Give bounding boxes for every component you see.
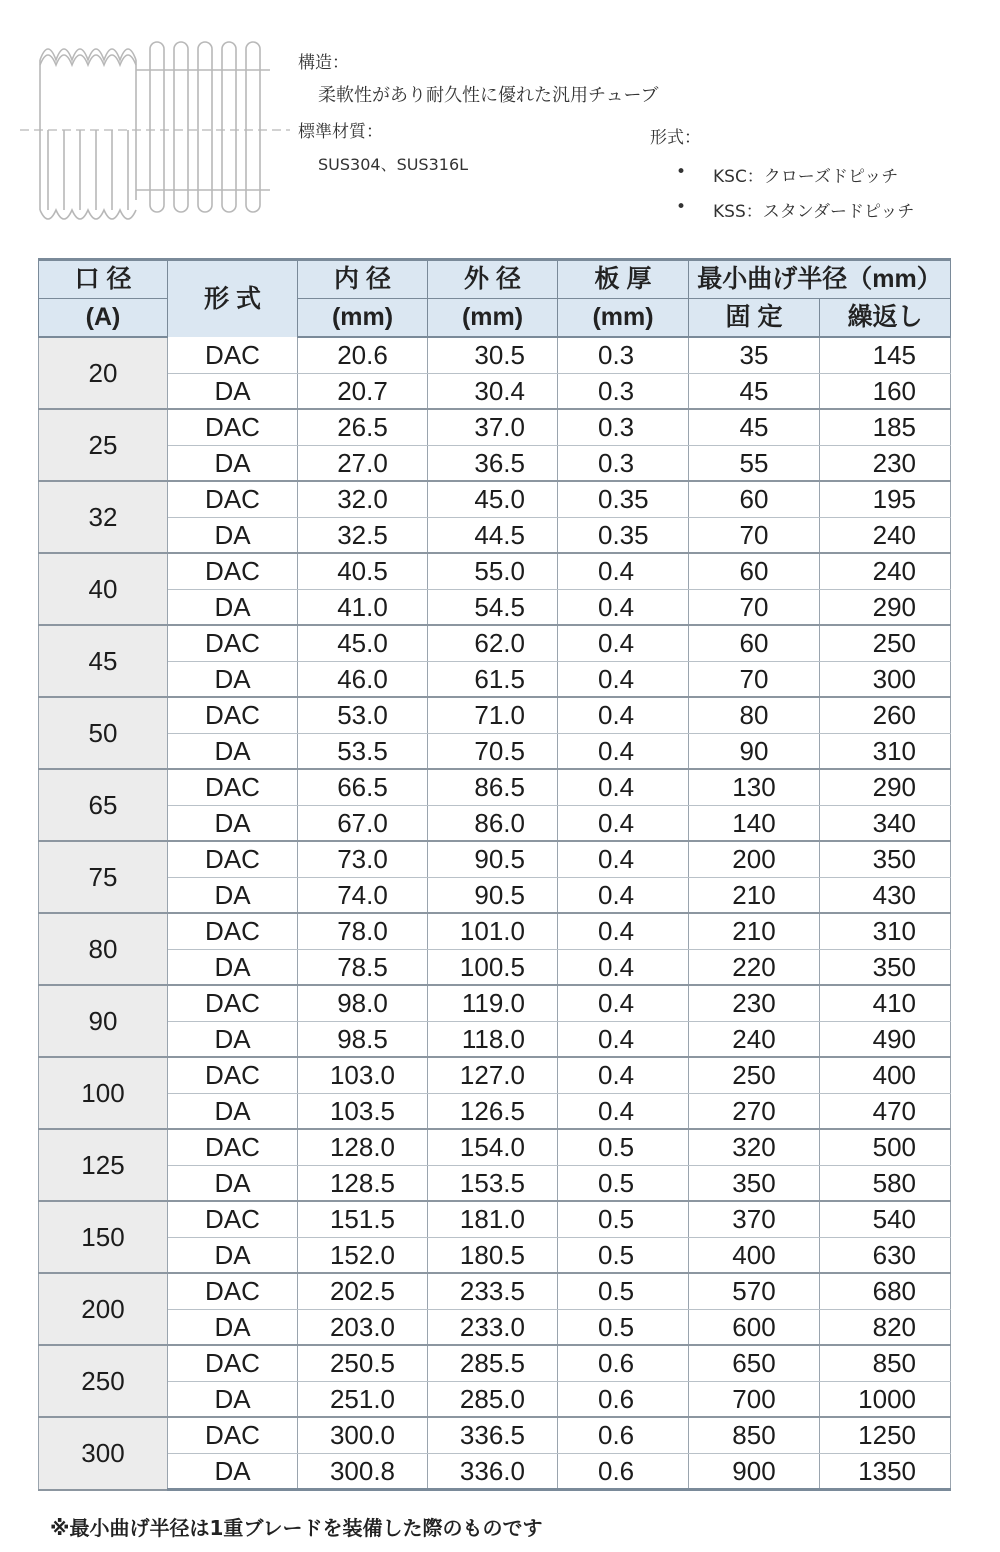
cell-inner: 41.0	[298, 589, 428, 625]
cell-outer: 55.0	[428, 553, 558, 589]
cell-size: 45	[39, 625, 168, 697]
header-thickness: 板 厚	[558, 260, 689, 299]
cell-outer: 45.0	[428, 481, 558, 517]
cell-fixed: 220	[689, 949, 820, 985]
cell-model: DAC	[168, 1201, 298, 1237]
material-label: 標準材質：	[298, 122, 383, 142]
cell-thickness: 0.4	[558, 625, 689, 661]
cell-outer: 100.5	[428, 949, 558, 985]
cell-thickness: 0.5	[558, 1309, 689, 1345]
cell-outer: 86.0	[428, 805, 558, 841]
cell-repeated: 820	[820, 1309, 951, 1345]
cell-repeated: 240	[820, 553, 951, 589]
table-row	[39, 841, 951, 877]
cell-fixed: 210	[689, 913, 820, 949]
cell-model: DAC	[168, 769, 298, 805]
header-bend-radius: 最小曲げ半径（mm）	[689, 260, 951, 299]
cell-size: 65	[39, 769, 168, 841]
cell-outer: 70.5	[428, 733, 558, 769]
cell-outer: 90.5	[428, 841, 558, 877]
table-row	[39, 1021, 951, 1057]
table-row	[39, 697, 951, 733]
cell-inner: 32.0	[298, 481, 428, 517]
cell-outer: 233.5	[428, 1273, 558, 1309]
cell-model: DAC	[168, 841, 298, 877]
cell-thickness: 0.5	[558, 1129, 689, 1165]
cell-fixed: 55	[689, 445, 820, 481]
table-row	[39, 373, 951, 409]
cell-fixed: 320	[689, 1129, 820, 1165]
cell-model: DAC	[168, 1057, 298, 1093]
cell-inner: 78.0	[298, 913, 428, 949]
cell-outer: 118.0	[428, 1021, 558, 1057]
cell-thickness: 0.3	[558, 337, 689, 373]
cell-thickness: 0.35	[558, 481, 689, 517]
cell-thickness: 0.6	[558, 1417, 689, 1453]
cell-outer: 30.4	[428, 373, 558, 409]
cell-fixed: 210	[689, 877, 820, 913]
cell-fixed: 140	[689, 805, 820, 841]
structure-value: 柔軟性があり耐久性に優れた汎用チューブ	[318, 85, 659, 106]
cell-fixed: 60	[689, 553, 820, 589]
cell-repeated: 160	[820, 373, 951, 409]
cell-size: 50	[39, 697, 168, 769]
cell-repeated: 145	[820, 337, 951, 373]
cell-model: DA	[168, 1093, 298, 1129]
table-row	[39, 1201, 951, 1237]
cell-repeated: 400	[820, 1057, 951, 1093]
cell-fixed: 45	[689, 373, 820, 409]
cell-thickness: 0.35	[558, 517, 689, 553]
cell-repeated: 230	[820, 445, 951, 481]
cell-model: DA	[168, 805, 298, 841]
cell-repeated: 240	[820, 517, 951, 553]
cell-fixed: 70	[689, 517, 820, 553]
cell-model: DA	[168, 445, 298, 481]
cell-inner: 67.0	[298, 805, 428, 841]
cell-model: DA	[168, 1453, 298, 1490]
cell-outer: 37.0	[428, 409, 558, 445]
cell-size: 250	[39, 1345, 168, 1417]
table-row	[39, 1129, 951, 1165]
cell-thickness: 0.6	[558, 1381, 689, 1417]
cell-thickness: 0.4	[558, 733, 689, 769]
table-row	[39, 625, 951, 661]
cell-fixed: 240	[689, 1021, 820, 1057]
table-row	[39, 409, 951, 445]
cell-thickness: 0.4	[558, 877, 689, 913]
cell-outer: 153.5	[428, 1165, 558, 1201]
cell-repeated: 195	[820, 481, 951, 517]
table-row	[39, 337, 951, 373]
cell-inner: 98.5	[298, 1021, 428, 1057]
cell-fixed: 60	[689, 625, 820, 661]
cell-inner: 53.0	[298, 697, 428, 733]
table-row	[39, 805, 951, 841]
cell-repeated: 260	[820, 697, 951, 733]
type-label: 形式：	[650, 128, 701, 148]
cell-inner: 32.5	[298, 517, 428, 553]
cell-thickness: 0.3	[558, 373, 689, 409]
header-fixed: 固 定	[689, 299, 820, 338]
cell-model: DAC	[168, 337, 298, 373]
cell-thickness: 0.4	[558, 1093, 689, 1129]
cell-size: 300	[39, 1417, 168, 1490]
cell-repeated: 310	[820, 913, 951, 949]
cell-repeated: 850	[820, 1345, 951, 1381]
cell-size: 200	[39, 1273, 168, 1345]
cell-fixed: 600	[689, 1309, 820, 1345]
cell-thickness: 0.4	[558, 1021, 689, 1057]
header-model: 形 式	[168, 260, 298, 338]
cell-model: DA	[168, 949, 298, 985]
table-row	[39, 1309, 951, 1345]
corrugated-hose-illustration	[20, 30, 290, 225]
cell-model: DA	[168, 373, 298, 409]
cell-outer: 285.0	[428, 1381, 558, 1417]
cell-size: 125	[39, 1129, 168, 1201]
cell-thickness: 0.4	[558, 1057, 689, 1093]
cell-fixed: 80	[689, 697, 820, 733]
cell-size: 25	[39, 409, 168, 481]
cell-outer: 127.0	[428, 1057, 558, 1093]
cell-fixed: 900	[689, 1453, 820, 1490]
table-row	[39, 1237, 951, 1273]
header-inner: 内 径	[298, 260, 428, 299]
cell-outer: 54.5	[428, 589, 558, 625]
cell-model: DA	[168, 517, 298, 553]
cell-inner: 20.6	[298, 337, 428, 373]
cell-fixed: 70	[689, 661, 820, 697]
cell-fixed: 70	[689, 589, 820, 625]
table-row	[39, 445, 951, 481]
cell-model: DA	[168, 1021, 298, 1057]
cell-inner: 40.5	[298, 553, 428, 589]
cell-repeated: 1250	[820, 1417, 951, 1453]
header-size: 口 径	[39, 260, 168, 299]
cell-inner: 46.0	[298, 661, 428, 697]
cell-repeated: 290	[820, 589, 951, 625]
cell-thickness: 0.3	[558, 409, 689, 445]
cell-repeated: 430	[820, 877, 951, 913]
cell-inner: 20.7	[298, 373, 428, 409]
cell-fixed: 250	[689, 1057, 820, 1093]
cell-inner: 300.8	[298, 1453, 428, 1490]
footnote: ※最小曲げ半径は1重ブレードを装備した際のものです	[50, 1516, 543, 1540]
table-row	[39, 1057, 951, 1093]
cell-outer: 61.5	[428, 661, 558, 697]
cell-thickness: 0.5	[558, 1237, 689, 1273]
table-row	[39, 1381, 951, 1417]
cell-repeated: 410	[820, 985, 951, 1021]
cell-inner: 128.0	[298, 1129, 428, 1165]
cell-fixed: 35	[689, 337, 820, 373]
type-bullet: •	[676, 197, 687, 217]
cell-inner: 128.5	[298, 1165, 428, 1201]
cell-model: DAC	[168, 985, 298, 1021]
cell-inner: 74.0	[298, 877, 428, 913]
cell-outer: 101.0	[428, 913, 558, 949]
cell-thickness: 0.5	[558, 1165, 689, 1201]
table-row	[39, 1093, 951, 1129]
cell-model: DAC	[168, 553, 298, 589]
table-row	[39, 481, 951, 517]
cell-inner: 45.0	[298, 625, 428, 661]
header-inner-unit: (mm)	[298, 299, 428, 338]
table-row	[39, 553, 951, 589]
cell-thickness: 0.6	[558, 1453, 689, 1490]
cell-model: DAC	[168, 1273, 298, 1309]
cell-outer: 233.0	[428, 1309, 558, 1345]
cell-outer: 62.0	[428, 625, 558, 661]
cell-model: DA	[168, 1381, 298, 1417]
table-row	[39, 949, 951, 985]
cell-size: 80	[39, 913, 168, 985]
cell-inner: 250.5	[298, 1345, 428, 1381]
cell-size: 90	[39, 985, 168, 1057]
table-row	[39, 985, 951, 1021]
table-row	[39, 1273, 951, 1309]
cell-repeated: 1350	[820, 1453, 951, 1490]
material-value: SUS304、SUS316L	[318, 155, 469, 174]
cell-model: DA	[168, 1237, 298, 1273]
cell-model: DAC	[168, 625, 298, 661]
type-item-ksc: KSC：クローズドピッチ	[713, 167, 899, 187]
cell-fixed: 60	[689, 481, 820, 517]
cell-model: DA	[168, 877, 298, 913]
cell-repeated: 290	[820, 769, 951, 805]
cell-fixed: 850	[689, 1417, 820, 1453]
cell-inner: 151.5	[298, 1201, 428, 1237]
cell-outer: 181.0	[428, 1201, 558, 1237]
cell-repeated: 490	[820, 1021, 951, 1057]
header-size-unit: (A)	[39, 299, 168, 338]
cell-outer: 285.5	[428, 1345, 558, 1381]
cell-inner: 26.5	[298, 409, 428, 445]
cell-model: DAC	[168, 913, 298, 949]
cell-repeated: 1000	[820, 1381, 951, 1417]
cell-model: DAC	[168, 409, 298, 445]
cell-outer: 44.5	[428, 517, 558, 553]
table-row	[39, 661, 951, 697]
cell-fixed: 370	[689, 1201, 820, 1237]
cell-fixed: 400	[689, 1237, 820, 1273]
cell-inner: 103.5	[298, 1093, 428, 1129]
cell-thickness: 0.4	[558, 805, 689, 841]
cell-model: DA	[168, 1309, 298, 1345]
cell-repeated: 185	[820, 409, 951, 445]
type-item-kss: KSS：スタンダードピッチ	[713, 202, 915, 222]
cell-outer: 119.0	[428, 985, 558, 1021]
cell-model: DAC	[168, 1417, 298, 1453]
cell-model: DA	[168, 1165, 298, 1201]
table-row	[39, 769, 951, 805]
cell-thickness: 0.4	[558, 913, 689, 949]
cell-repeated: 630	[820, 1237, 951, 1273]
cell-repeated: 250	[820, 625, 951, 661]
cell-outer: 36.5	[428, 445, 558, 481]
cell-repeated: 340	[820, 805, 951, 841]
cell-outer: 30.5	[428, 337, 558, 373]
cell-fixed: 570	[689, 1273, 820, 1309]
cell-outer: 336.5	[428, 1417, 558, 1453]
cell-thickness: 0.4	[558, 697, 689, 733]
cell-thickness: 0.5	[558, 1201, 689, 1237]
table-row	[39, 1165, 951, 1201]
cell-size: 75	[39, 841, 168, 913]
cell-fixed: 90	[689, 733, 820, 769]
cell-size: 32	[39, 481, 168, 553]
cell-thickness: 0.4	[558, 949, 689, 985]
cell-fixed: 270	[689, 1093, 820, 1129]
cell-thickness: 0.4	[558, 841, 689, 877]
cell-repeated: 310	[820, 733, 951, 769]
header-outer: 外 径	[428, 260, 558, 299]
cell-outer: 180.5	[428, 1237, 558, 1273]
cell-size: 100	[39, 1057, 168, 1129]
cell-size: 40	[39, 553, 168, 625]
cell-outer: 90.5	[428, 877, 558, 913]
cell-inner: 152.0	[298, 1237, 428, 1273]
cell-inner: 251.0	[298, 1381, 428, 1417]
cell-thickness: 0.4	[558, 985, 689, 1021]
cell-fixed: 45	[689, 409, 820, 445]
cell-repeated: 300	[820, 661, 951, 697]
cell-size: 150	[39, 1201, 168, 1273]
table-row	[39, 589, 951, 625]
cell-inner: 300.0	[298, 1417, 428, 1453]
cell-inner: 98.0	[298, 985, 428, 1021]
header-outer-unit: (mm)	[428, 299, 558, 338]
cell-outer: 86.5	[428, 769, 558, 805]
cell-inner: 202.5	[298, 1273, 428, 1309]
cell-thickness: 0.3	[558, 445, 689, 481]
cell-outer: 336.0	[428, 1453, 558, 1490]
cell-inner: 73.0	[298, 841, 428, 877]
table-row	[39, 877, 951, 913]
table-row	[39, 1417, 951, 1453]
cell-model: DAC	[168, 1345, 298, 1381]
cell-thickness: 0.6	[558, 1345, 689, 1381]
cell-outer: 154.0	[428, 1129, 558, 1165]
table-row	[39, 733, 951, 769]
cell-repeated: 470	[820, 1093, 951, 1129]
cell-fixed: 130	[689, 769, 820, 805]
cell-thickness: 0.4	[558, 589, 689, 625]
cell-outer: 126.5	[428, 1093, 558, 1129]
cell-thickness: 0.4	[558, 769, 689, 805]
type-bullet: •	[676, 162, 687, 182]
cell-repeated: 350	[820, 949, 951, 985]
cell-model: DA	[168, 661, 298, 697]
header-thickness-unit: (mm)	[558, 299, 689, 338]
cell-model: DA	[168, 589, 298, 625]
header-repeated: 繰返し	[820, 299, 951, 338]
cell-model: DAC	[168, 697, 298, 733]
cell-repeated: 500	[820, 1129, 951, 1165]
spec-table	[38, 258, 951, 1491]
cell-repeated: 350	[820, 841, 951, 877]
cell-fixed: 230	[689, 985, 820, 1021]
cell-fixed: 700	[689, 1381, 820, 1417]
table-row	[39, 913, 951, 949]
cell-thickness: 0.4	[558, 661, 689, 697]
cell-repeated: 580	[820, 1165, 951, 1201]
cell-model: DA	[168, 733, 298, 769]
cell-repeated: 680	[820, 1273, 951, 1309]
table-row	[39, 517, 951, 553]
cell-fixed: 200	[689, 841, 820, 877]
table-row	[39, 1345, 951, 1381]
cell-repeated: 540	[820, 1201, 951, 1237]
cell-fixed: 350	[689, 1165, 820, 1201]
cell-model: DAC	[168, 481, 298, 517]
cell-inner: 203.0	[298, 1309, 428, 1345]
cell-thickness: 0.5	[558, 1273, 689, 1309]
cell-inner: 66.5	[298, 769, 428, 805]
cell-model: DAC	[168, 1129, 298, 1165]
cell-fixed: 650	[689, 1345, 820, 1381]
cell-size: 20	[39, 337, 168, 409]
cell-thickness: 0.4	[558, 553, 689, 589]
cell-inner: 103.0	[298, 1057, 428, 1093]
cell-inner: 78.5	[298, 949, 428, 985]
structure-label: 構造：	[298, 53, 349, 73]
cell-outer: 71.0	[428, 697, 558, 733]
table-row	[39, 1453, 951, 1490]
cell-inner: 53.5	[298, 733, 428, 769]
cell-inner: 27.0	[298, 445, 428, 481]
